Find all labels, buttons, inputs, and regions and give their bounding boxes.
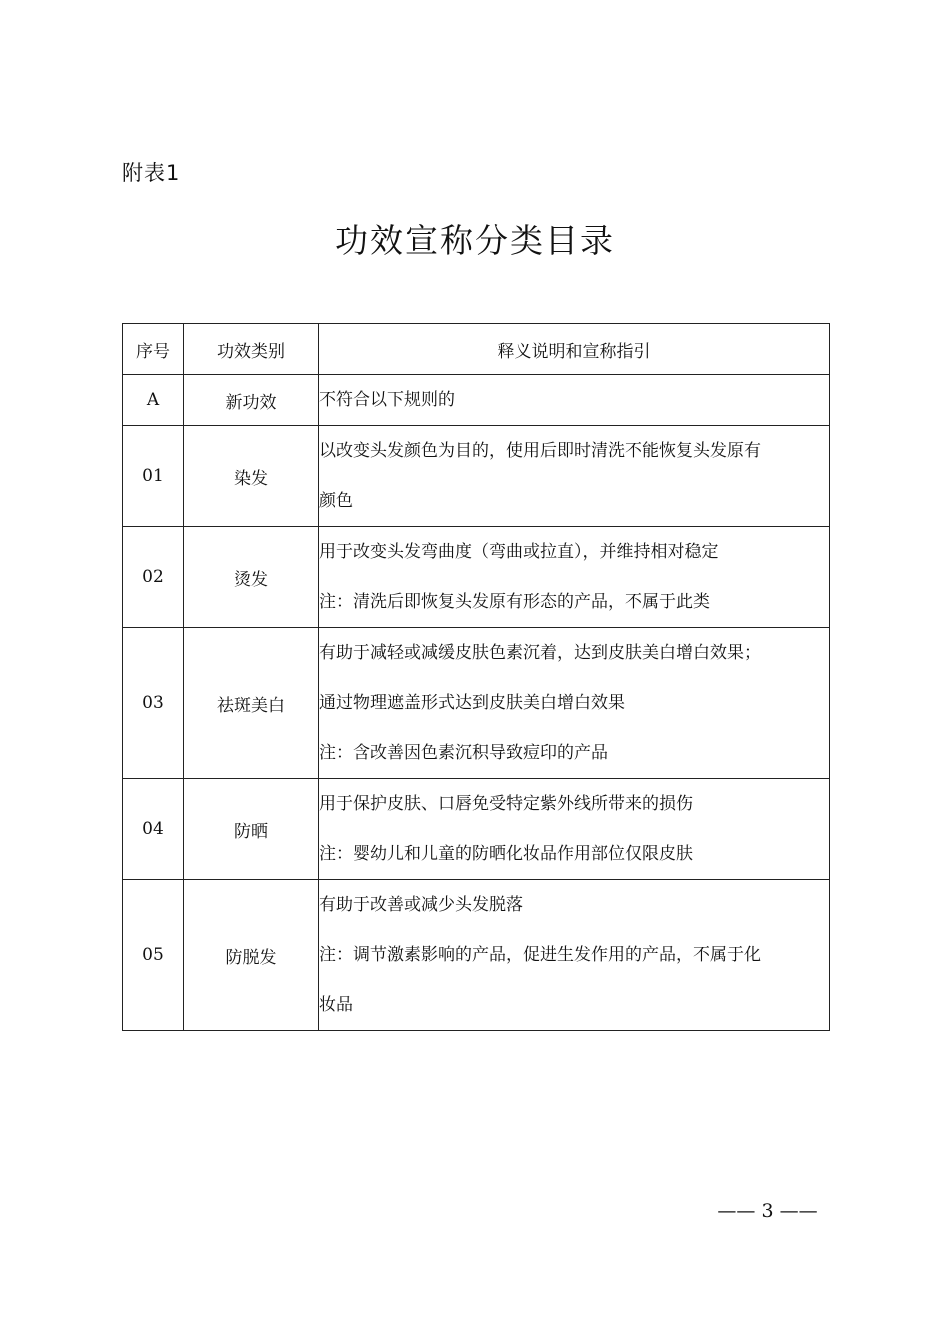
row-description bbox=[319, 628, 830, 779]
row-description bbox=[319, 375, 830, 426]
row-category: 祛斑美白 bbox=[184, 628, 319, 779]
efficacy-category-table bbox=[122, 323, 830, 1031]
row-description bbox=[319, 426, 830, 527]
header-description: 释义说明和宣称指引 bbox=[319, 324, 830, 375]
table-row bbox=[123, 880, 830, 1031]
document-title: 功效宣称分类目录 bbox=[335, 221, 615, 260]
table-row bbox=[123, 779, 830, 880]
table-row bbox=[123, 628, 830, 779]
header-category: 功效类别 bbox=[184, 324, 319, 375]
row-category: 防脱发 bbox=[184, 880, 319, 1031]
description-line: 注：调节激素影响的产品，促进生发作用的产品，不属于化 bbox=[319, 945, 761, 965]
row-number: 03 bbox=[123, 628, 184, 779]
description-line: 不符合以下规则的 bbox=[319, 390, 455, 410]
appendix-label: 附表1 bbox=[122, 161, 181, 185]
row-number: 01 bbox=[123, 426, 184, 527]
row-category: 烫发 bbox=[184, 527, 319, 628]
table-row bbox=[123, 426, 830, 527]
row-number: 02 bbox=[123, 527, 184, 628]
row-number: A bbox=[123, 375, 184, 426]
description-line: 注：婴幼儿和儿童的防晒化妆品作用部位仅限皮肤 bbox=[319, 844, 693, 864]
row-description bbox=[319, 527, 830, 628]
row-description bbox=[319, 779, 830, 880]
description-line: 妆品 bbox=[319, 995, 353, 1015]
row-description bbox=[319, 880, 830, 1031]
row-number: 04 bbox=[123, 779, 184, 880]
table-body bbox=[123, 375, 830, 1031]
description-line: 用于改变头发弯曲度（弯曲或拉直），并维持相对稳定 bbox=[319, 542, 719, 562]
header-no: 序号 bbox=[123, 324, 184, 375]
row-category: 新功效 bbox=[184, 375, 319, 426]
table-row bbox=[123, 375, 830, 426]
row-category: 染发 bbox=[184, 426, 319, 527]
row-category: 防晒 bbox=[184, 779, 319, 880]
table-header-row bbox=[123, 324, 830, 375]
description-line: 注：含改善因色素沉积导致痘印的产品 bbox=[319, 743, 608, 763]
description-line: 有助于减轻或减缓皮肤色素沉着，达到皮肤美白增白效果； bbox=[319, 643, 761, 663]
description-line: 以改变头发颜色为目的，使用后即时清洗不能恢复头发原有 bbox=[319, 441, 761, 461]
description-line: 用于保护皮肤、口唇免受特定紫外线所带来的损伤 bbox=[319, 794, 693, 814]
description-line: 颜色 bbox=[319, 491, 353, 511]
table-row bbox=[123, 527, 830, 628]
description-line: 有助于改善或减少头发脱落 bbox=[319, 895, 523, 915]
description-line: 通过物理遮盖形式达到皮肤美白增白效果 bbox=[319, 693, 625, 713]
page-number: —— 3 —— bbox=[717, 1200, 818, 1222]
row-number: 05 bbox=[123, 880, 184, 1031]
description-line: 注：清洗后即恢复头发原有形态的产品，不属于此类 bbox=[319, 592, 710, 612]
